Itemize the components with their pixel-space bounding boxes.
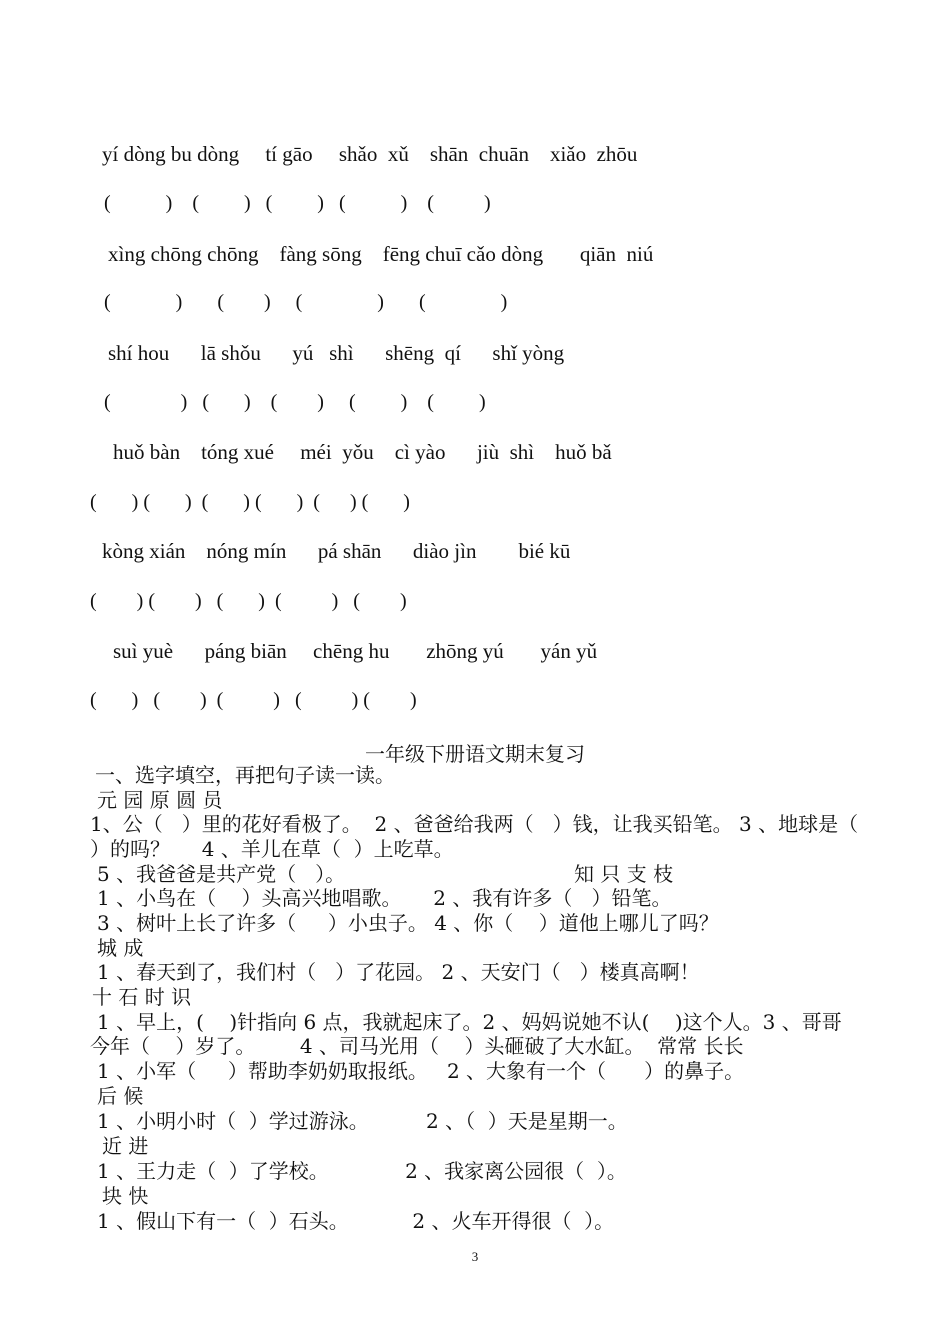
exercise-line: 1、公（ ）里的花好看极了。 2 、爸爸给我两（ ）钱，让我买铅笔。 3 、地球是（ [90,812,859,836]
exercise-line: 1 、小鸟在（ ）头高兴地唱歌。 2 、我有许多（ ）铅笔。 [97,886,672,910]
page-number: 3 [471,1249,479,1264]
bracket-row-1: ( ) ( ) ( ) ( ) ( ) [104,192,491,214]
pinyin-row-1: yí dòng bu dòng tí gāo shǎo xǔ shān chuān xiǎo zhōu [102,142,638,166]
exercise-line: 1 、早上，( )针指向 6 点，我就起床了。2 、妈妈说她不认( )这个人。3 、哥哥 [97,1010,842,1034]
bracket-row-3: ( ) ( ) ( ) ( ) ( ) [104,391,486,413]
pinyin-row-4: huǒ bàn tóng xué méi yǒu cì yào jiù shì huǒ bǎ [113,440,612,464]
exercise-line: 1 、假山下有一（ ）石头。 2 、火车开得很（ ）。 [97,1209,615,1233]
pinyin-row-5: kòng xián nóng mín pá shān diào jìn bié kū [102,539,571,563]
exercise-line: 5 、我爸爸是共产党（ ）。 知 只 支 枝 [97,862,674,886]
exercise-line: 今年（ ）岁了。 4 、司马光用（ ）头砸破了大水缸。 常常 长长 [90,1034,744,1058]
word-choices: 块 快 [102,1184,149,1208]
bracket-row-4: ( ) ( ) ( ) ( ) ( ) ( ) [90,491,410,513]
exercise-line: 1 、王力走（ ）了学校。 2 、我家离公园很（ ）。 [97,1159,627,1183]
pinyin-row-3: shí hou lā shǒu yú shì shēng qí shǐ yòng [108,341,565,365]
pinyin-row-2: xìng chōng chōng fàng sōng fēng chuī cǎo dòng qiān niú [108,242,654,266]
instruction-line: 一、选字填空，再把句子读一读。 [95,763,395,787]
word-choices: 近 进 [102,1134,149,1158]
word-choices: 后 候 [97,1084,144,1108]
review-title: 一年级下册语文期末复习 [365,742,585,766]
exercise-line: 1 、春天到了，我们村（ ）了花园。 2 、天安门（ ）楼真高啊！ [97,960,700,984]
bracket-row-5: ( ) ( ) ( ) ( ) ( ) [90,590,407,612]
bracket-row-2: ( ) ( ) ( ) ( ) [104,291,508,313]
exercise-line: 1 、小军（ ）帮助李奶奶取报纸。 2 、大象有一个（ ）的鼻子。 [97,1059,745,1083]
exercise-line: 1 、小明小时（ ）学过游泳。 2 、（ ）天是星期一。 [97,1109,628,1133]
pinyin-row-6: suì yuè páng biān chēng hu zhōng yú yán yǔ [113,639,598,663]
word-choices: 元 园 原 圆 员 [97,788,223,812]
exercise-line: 3 、树叶上长了许多（ ）小虫子。 4 、你（ ）道他上哪儿了吗？ [97,911,719,935]
word-choices: 十 石 时 识 [92,985,192,1009]
exercise-line: ）的吗？ 4 、羊儿在草（ ）上吃草。 [90,837,454,861]
word-choices: 城 成 [97,936,144,960]
bracket-row-6: ( ) ( ) ( ) ( ) ( ) [90,689,417,711]
